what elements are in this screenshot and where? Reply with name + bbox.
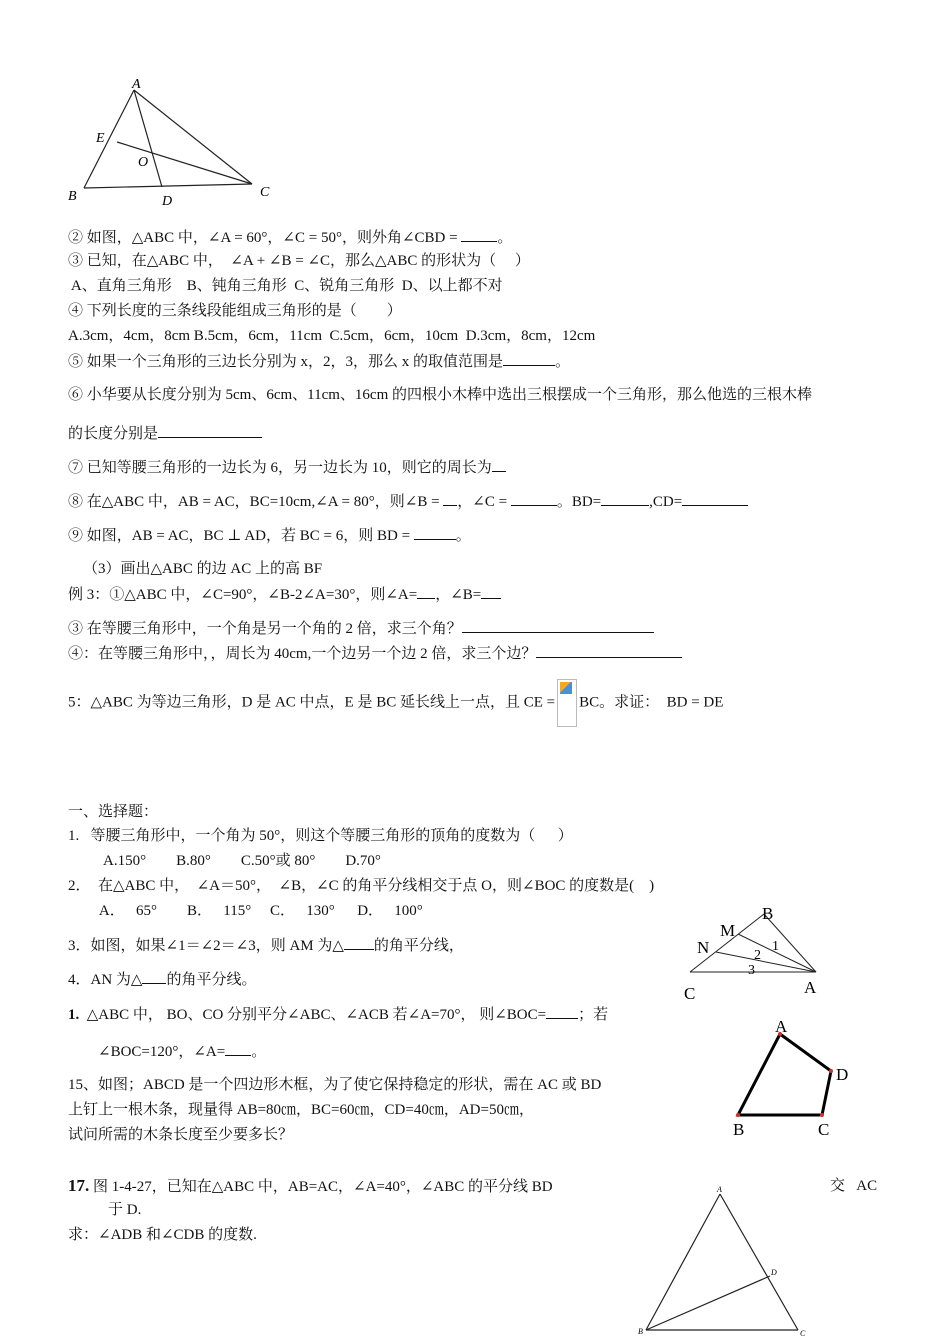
question-7: ⑦ 已知等腰三角形的一边长为 6，另一边长为 10，则它的周长为: [68, 457, 506, 478]
question-15-line1: 15、如图；ABCD 是一个四边形木框，为了使它保持稳定的形状，需在 AC 或 BD: [68, 1077, 602, 1093]
question-5: ⑤ 如果一个三角形的三边长分别为 x，2，3，那么 x 的取值范围是 。: [68, 351, 570, 372]
question-6: ⑥ 小华要从长度分别为 5cm、6cm、11cm、16cm 的四根小木棒中选出三根摆成一个三角形，那么他选的三根木棒: [68, 387, 812, 403]
label-C: C: [260, 185, 270, 200]
label-B: B: [762, 904, 774, 923]
question-boc: 1. △ABC 中， BO、CO 分别平分∠ABC、∠ACB 若∠A=70°， 则∠BOC= ；若: [68, 1004, 608, 1025]
label-D: D: [836, 1065, 849, 1084]
mc-question-2-options: A． 65° B． 115° C． 130° D． 100°: [96, 903, 423, 919]
example-3: 例 3：①△ABC 中，∠C=90°，∠B-2∠A=30°，则∠A= ，∠B=: [68, 584, 501, 605]
example-3-part4: ④：在等腰三角形中，，周长为 40cm,一个边另一个边 2 倍，求三个边？: [68, 643, 682, 664]
label-1: 1: [772, 939, 779, 954]
example-3-part3: ③ 在等腰三角形中，一个角是另一个角的 2 倍，求三个角？: [68, 618, 654, 639]
label-C: C: [684, 984, 696, 1002]
question-4: ④ 下列长度的三条线段能组成三角形的是（ ）: [68, 303, 402, 319]
draw-height: （3）画出△ABC 的边 AC 上的高 BF: [68, 561, 323, 577]
example-5: 5：△ABC 为等边三角形，D 是 AC 中点，E 是 BC 延长线上一点，且 CE = BC。求证： BD = DE: [68, 679, 723, 727]
label-B: B: [638, 1327, 643, 1336]
mc-question-1: 1. 等腰三角形中，一个角为 50°，则这个等腰三角形的顶角的度数为（ ）: [68, 828, 573, 844]
isosceles-triangle-figure: [630, 1180, 820, 1342]
label-C: C: [818, 1120, 830, 1139]
question-9: ⑨ 如图，AB = AC，BC ⊥ AD，若 BC = 6，则 BD = 。: [68, 525, 471, 546]
question-4-bisector: 4．AN 为△ 的角平分线。: [68, 969, 256, 990]
label-O: O: [138, 155, 149, 170]
label-A: A: [775, 1017, 788, 1036]
broken-image-icon: [557, 679, 577, 727]
label-3: 3: [748, 963, 755, 978]
label-A: A: [132, 77, 141, 92]
mc-question-1-options: A.150° B.80° C.50°或 80° D.70°: [103, 853, 381, 869]
label-A: A: [804, 978, 817, 997]
label-D: D: [771, 1268, 777, 1277]
question-17-right: 交 AC: [830, 1178, 878, 1194]
section-title: 一、选择题：: [68, 804, 159, 820]
label-N: N: [697, 938, 710, 957]
question-6-cont: 的长度分别是: [68, 423, 262, 444]
question-2: ② 如图，△ABC 中，∠A = 60°，∠C = 50°，则外角∠CBD = 。: [68, 227, 512, 248]
question-3: ③ 已知，在△ABC 中， ∠A + ∠B = ∠C，那么△ABC 的形状为（ ）: [68, 253, 530, 269]
question-boc-cont: ∠BOC=120°，∠A= 。: [98, 1041, 266, 1062]
triangle-figure-1: [62, 72, 282, 210]
question-17-line1: 17. 图 1-4-27，已知在△ABC 中，AB=AC，∠A=40°，∠ABC 的平分线 BD: [68, 1176, 553, 1195]
question-15-line3: 试问所需的木条长度至少要多长？: [68, 1127, 294, 1143]
label-D: D: [162, 194, 173, 209]
question-15-line2: 上钉上一根木条，现量得 AB=80㎝，BC=60㎝，CD=40㎝，AD=50㎝，: [68, 1102, 534, 1118]
bisector-figure: [680, 900, 830, 1002]
label-2: 2: [754, 948, 761, 963]
question-3-options: A、直角三角形 B、钝角三角形 C、锐角三角形 D、以上都不对: [68, 278, 503, 294]
label-C: C: [800, 1329, 806, 1338]
question-3-bisector: 3．如图，如果∠1＝∠2＝∠3，则 AM 为△ 的角平分线，: [68, 935, 464, 956]
label-B: B: [68, 189, 77, 204]
question-4-options: A.3cm，4cm，8cm B.5cm，6cm，11cm C.5cm，6cm，10cm D.3cm，8cm，12cm: [68, 328, 596, 344]
question-17-line2: 于 D.: [108, 1202, 142, 1218]
label-E: E: [96, 131, 105, 146]
question-17-line3: 求：∠ADB 和∠CDB 的度数.: [68, 1227, 257, 1243]
label-M: M: [720, 921, 736, 940]
mc-question-2: 2． 在△ABC 中， ∠A＝50°， ∠B，∠C 的角平分线相交于点 O，则∠BOC 的度数是( ): [68, 878, 655, 894]
quadrilateral-figure: [725, 1015, 865, 1140]
label-B: B: [733, 1120, 745, 1139]
label-A: A: [717, 1185, 722, 1194]
question-8: ⑧ 在△ABC 中，AB = AC，BC=10cm,∠A = 80°，则∠B = ，∠C = 。BD= ,CD=: [68, 491, 748, 512]
